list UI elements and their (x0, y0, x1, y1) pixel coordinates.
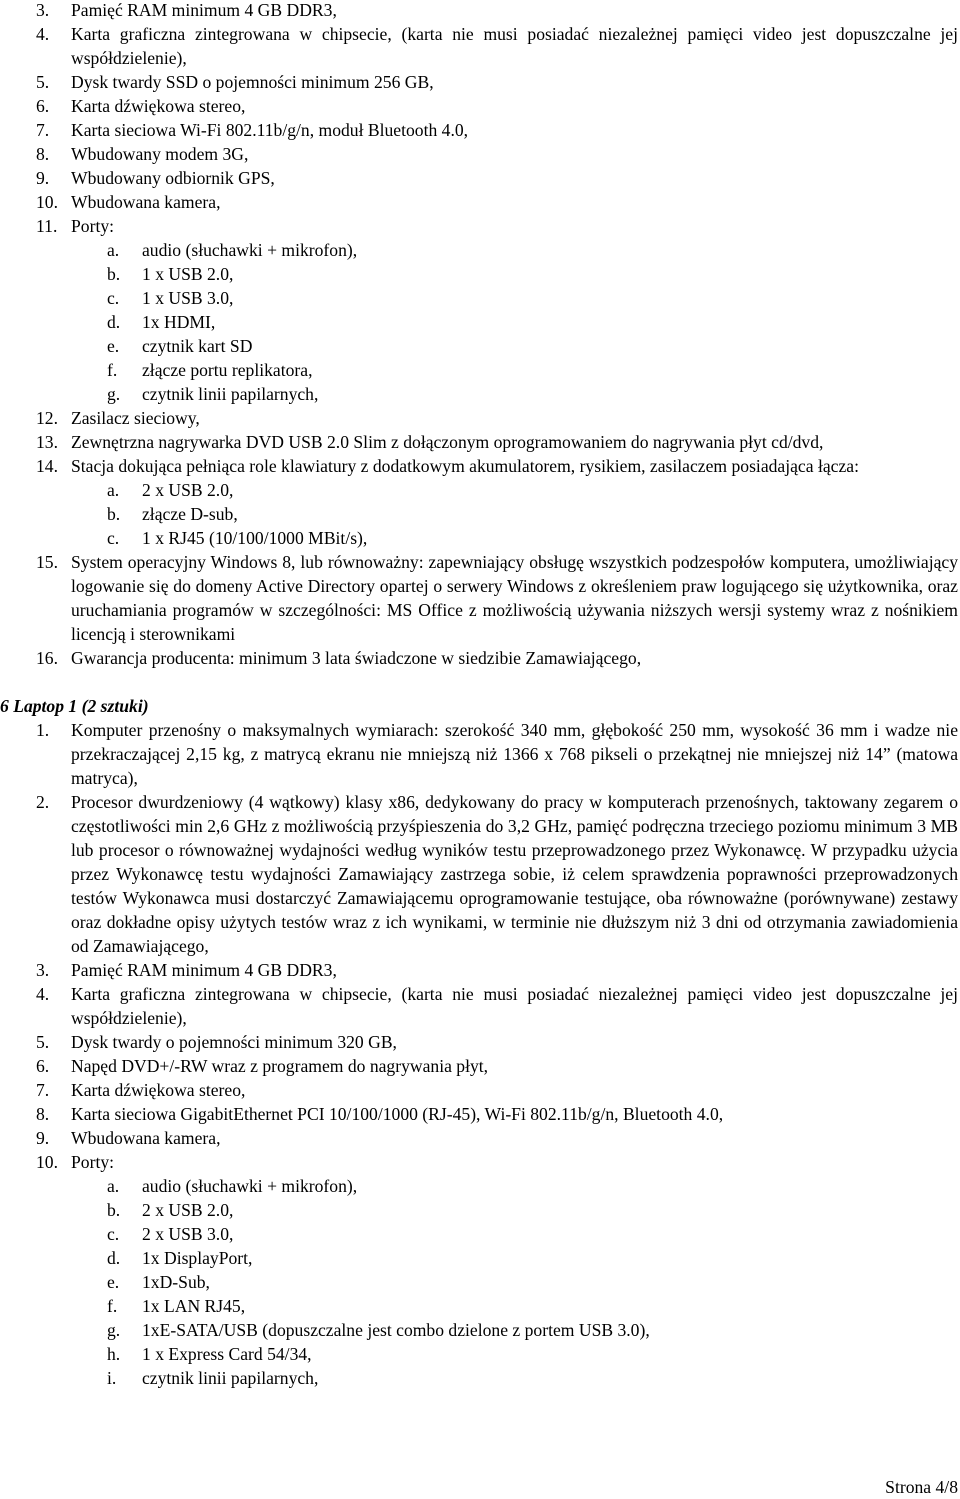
list-item-text: Karta sieciowa Wi-Fi 802.11b/g/n, moduł Bluetooth 4.0, (71, 120, 469, 140)
list-subitem (0, 502, 958, 526)
list-item-text: Karta graficzna zintegrowana w chipsecie, (karta nie musi posiadać niezależnej pamięci video jest dopuszczalne jej współdzielenie), (71, 984, 958, 1028)
list-subitem (0, 1270, 958, 1294)
list-item (0, 166, 958, 190)
list-item-number: 5. (36, 72, 50, 92)
list-item-text: Dysk twardy SSD o pojemności minimum 256 GB, (71, 72, 434, 92)
list-item (0, 1078, 958, 1102)
list-item-text: Stacja dokująca pełniąca role klawiatury z dodatkowym akumulatorem, rysikiem, zasilaczem posiadająca łącza: (71, 456, 859, 476)
list-subitem (0, 1222, 958, 1246)
list-item (0, 0, 958, 22)
list-item (0, 142, 958, 166)
section-heading: 6 Laptop 1 (2 sztuki) (0, 696, 149, 716)
list-item-text: 1xD-Sub, (142, 1272, 210, 1292)
list-item-number: e. (107, 336, 120, 356)
list-item-number: 8. (36, 1104, 50, 1124)
list-item-number: 4. (36, 24, 50, 44)
list-item (0, 118, 958, 142)
list-item-text: Komputer przenośny o maksymalnych wymiarach: szerokość 340 mm, głębokość 250 mm, wysokość 36 mm i wadze nie przekraczającej 2,15 kg, z matrycą ekranu nie mniejszą niż 1366 x 768 pikseli o przekątnej nie mniejszej niż 14” (matowa matryca), (71, 720, 958, 788)
list-subitem (0, 286, 958, 310)
list-item (0, 1102, 958, 1126)
list-item-text: Pamięć RAM minimum 4 GB DDR3, (71, 960, 337, 980)
list-item-text: 1xE-SATA/USB (dopuszczalne jest combo dzielone z portem USB 3.0), (142, 1320, 650, 1340)
list-item-text: czytnik kart SD (142, 336, 253, 356)
list-subitem (0, 238, 958, 262)
list-item-number: c. (107, 288, 120, 308)
list-item-text: Procesor dwurdzeniowy (4 wątkowy) klasy x86, dedykowany do pracy w komputerach przenośnych, taktowany zegarem o częstotliwości min 2,6 GHz z możliwością przyśpieszenia do 3,2 GHz, pamięć podręczna trzeciego poziomu minimum 3 MB lub procesor o równoważnej wydajności według wyników testu przeprowadzonego przez Wykonawcę. W przypadku użycia przez Wykonawcę testu wydajności Zamawiający zastrzega sobie, iż celem sprawdzenia poprawności przeprowadzonych testów Wykonawca musi dostarczyć Zamawiającemu oprogramowanie testujące, oba równoważne (porównywane) zestawy oraz dokładne opisy użytych testów wraz z ich wynikami, w terminie nie dłuższym niż 3 dni od otrzymania zawiadomienia od Zamawiającego, (71, 792, 958, 956)
list-item (0, 1030, 958, 1054)
list-item-text: Wbudowany modem 3G, (71, 144, 249, 164)
list-item (0, 190, 958, 214)
list-item-number: 7. (36, 120, 50, 140)
list-item-text: Wbudowana kamera, (71, 1128, 221, 1148)
list-item-number: d. (107, 1248, 121, 1268)
ports-sublist-laptop (0, 1174, 958, 1390)
list-item-text: Karta dźwiękowa stereo, (71, 96, 246, 116)
spec-list-tablet-continued (0, 406, 958, 478)
spec-list-laptop (0, 718, 958, 1174)
list-item-text: Karta sieciowa GigabitEthernet PCI 10/100/1000 (RJ-45), Wi-Fi 802.11b/g/n, Bluetooth 4.0, (71, 1104, 724, 1124)
spec-list-tablet (0, 0, 958, 238)
list-item-number: 16. (36, 648, 58, 668)
list-item-text: czytnik linii papilarnych, (142, 384, 319, 404)
list-item-text: Pamięć RAM minimum 4 GB DDR3, (71, 0, 337, 20)
list-item-number: 11. (36, 216, 58, 236)
list-item-text: 2 x USB 3.0, (142, 1224, 234, 1244)
list-subitem (0, 478, 958, 502)
list-item-text: Wbudowana kamera, (71, 192, 221, 212)
list-item (0, 790, 958, 958)
ports-sublist-tablet (0, 238, 958, 406)
list-item-text: czytnik linii papilarnych, (142, 1368, 319, 1388)
list-item-number: 1. (36, 720, 50, 740)
list-item-number: 10. (36, 192, 58, 212)
list-item (0, 982, 958, 1030)
list-subitem (0, 1366, 958, 1390)
list-item-number: a. (107, 1176, 120, 1196)
section-spacer (0, 670, 958, 694)
list-item (0, 454, 958, 478)
list-item-number: 12. (36, 408, 58, 428)
list-item-text: Porty: (71, 216, 115, 236)
list-item-number: 10. (36, 1152, 58, 1172)
list-subitem (0, 382, 958, 406)
list-item-text: 2 x USB 2.0, (142, 1200, 234, 1220)
list-subitem (0, 262, 958, 286)
list-item-text: Zewnętrzna nagrywarka DVD USB 2.0 Slim z dołączonym oprogramowaniem do nagrywania płyt cd/dvd, (71, 432, 824, 452)
list-item-text: Porty: (71, 1152, 115, 1172)
list-item-number: a. (107, 480, 120, 500)
list-item-text: 1x LAN RJ45, (142, 1296, 246, 1316)
list-item (0, 94, 958, 118)
list-item-text: audio (słuchawki + mikrofon), (142, 1176, 358, 1196)
list-item-number: c. (107, 1224, 120, 1244)
list-item-number: g. (107, 384, 121, 404)
list-item-number: 7. (36, 1080, 50, 1100)
list-item-text: audio (słuchawki + mikrofon), (142, 240, 358, 260)
list-item-number: f. (107, 360, 118, 380)
list-item-number: 9. (36, 168, 50, 188)
list-item-number: 5. (36, 1032, 50, 1052)
list-item-text: 2 x USB 2.0, (142, 480, 234, 500)
list-item-number: b. (107, 504, 121, 524)
list-item-text: Napęd DVD+/-RW wraz z programem do nagrywania płyt, (71, 1056, 489, 1076)
list-item-number: 9. (36, 1128, 50, 1148)
list-item-text: złącze portu replikatora, (142, 360, 313, 380)
list-item-number: 4. (36, 984, 50, 1004)
list-item (0, 430, 958, 454)
list-item-text: 1 x USB 2.0, (142, 264, 234, 284)
list-item-text: Karta dźwiękowa stereo, (71, 1080, 246, 1100)
list-item-number: 13. (36, 432, 58, 452)
list-item (0, 958, 958, 982)
list-item (0, 70, 958, 94)
list-subitem (0, 1294, 958, 1318)
list-item-text: Karta graficzna zintegrowana w chipsecie, (karta nie musi posiadać niezależnej pamięci video jest dopuszczalne jej współdzielenie), (71, 24, 958, 68)
list-item-number: b. (107, 264, 121, 284)
list-item-number: i. (107, 1368, 117, 1388)
list-item (0, 406, 958, 430)
list-item (0, 1150, 958, 1174)
list-subitem (0, 1342, 958, 1366)
list-item-number: c. (107, 528, 120, 548)
list-item-number: b. (107, 1200, 121, 1220)
list-subitem (0, 1246, 958, 1270)
list-item-number: 3. (36, 960, 50, 980)
list-subitem (0, 1174, 958, 1198)
list-item-number: a. (107, 240, 120, 260)
page-number: Strona 4/8 (885, 1477, 958, 1497)
list-item-text: 1x DisplayPort, (142, 1248, 253, 1268)
list-item (0, 214, 958, 238)
list-item-text: 1 x Express Card 54/34, (142, 1344, 312, 1364)
list-item-number: 8. (36, 144, 50, 164)
list-subitem (0, 1198, 958, 1222)
list-item (0, 718, 958, 790)
list-item-number: 14. (36, 456, 58, 476)
list-item-number: 6. (36, 1056, 50, 1076)
list-item-text: Gwarancja producenta: minimum 3 lata świadczone w siedzibie Zamawiającego, (71, 648, 642, 668)
list-item-number: 6. (36, 96, 50, 116)
list-item-text: złącze D-sub, (142, 504, 238, 524)
spec-list-tablet-final (0, 550, 958, 670)
list-item-text: Dysk twardy o pojemności minimum 320 GB, (71, 1032, 397, 1052)
list-subitem (0, 334, 958, 358)
list-item-text: 1 x RJ45 (10/100/1000 MBit/s), (142, 528, 368, 548)
list-item-number: 2. (36, 792, 50, 812)
list-item-text: 1 x USB 3.0, (142, 288, 234, 308)
list-item (0, 1054, 958, 1078)
list-item-number: f. (107, 1296, 118, 1316)
list-item-number: h. (107, 1344, 121, 1364)
list-item-text: 1x HDMI, (142, 312, 216, 332)
list-subitem (0, 526, 958, 550)
list-item-number: 3. (36, 0, 50, 20)
list-item-number: 15. (36, 552, 58, 572)
list-item-text: System operacyjny Windows 8, lub równoważny: zapewniający obsługę wszystkich podzespołów komputera, umożliwiający logowanie się do domeny Active Directory opartej o serwery Windows z określeniem praw logującego się użytkownika, oraz uruchamiania programów w szczególności: MS Office z możliwością używania niższych wersji systemy wraz z nośnikiem licencją i sterownikami (71, 552, 958, 644)
list-subitem (0, 358, 958, 382)
list-subitem (0, 310, 958, 334)
list-item (0, 550, 958, 646)
list-item-text: Wbudowany odbiornik GPS, (71, 168, 275, 188)
list-subitem (0, 1318, 958, 1342)
list-item-number: d. (107, 312, 121, 332)
list-item (0, 646, 958, 670)
list-item-number: e. (107, 1272, 120, 1292)
dock-ports-sublist (0, 478, 958, 550)
list-item-number: g. (107, 1320, 121, 1340)
list-item (0, 22, 958, 70)
list-item-text: Zasilacz sieciowy, (71, 408, 200, 428)
list-item (0, 1126, 958, 1150)
